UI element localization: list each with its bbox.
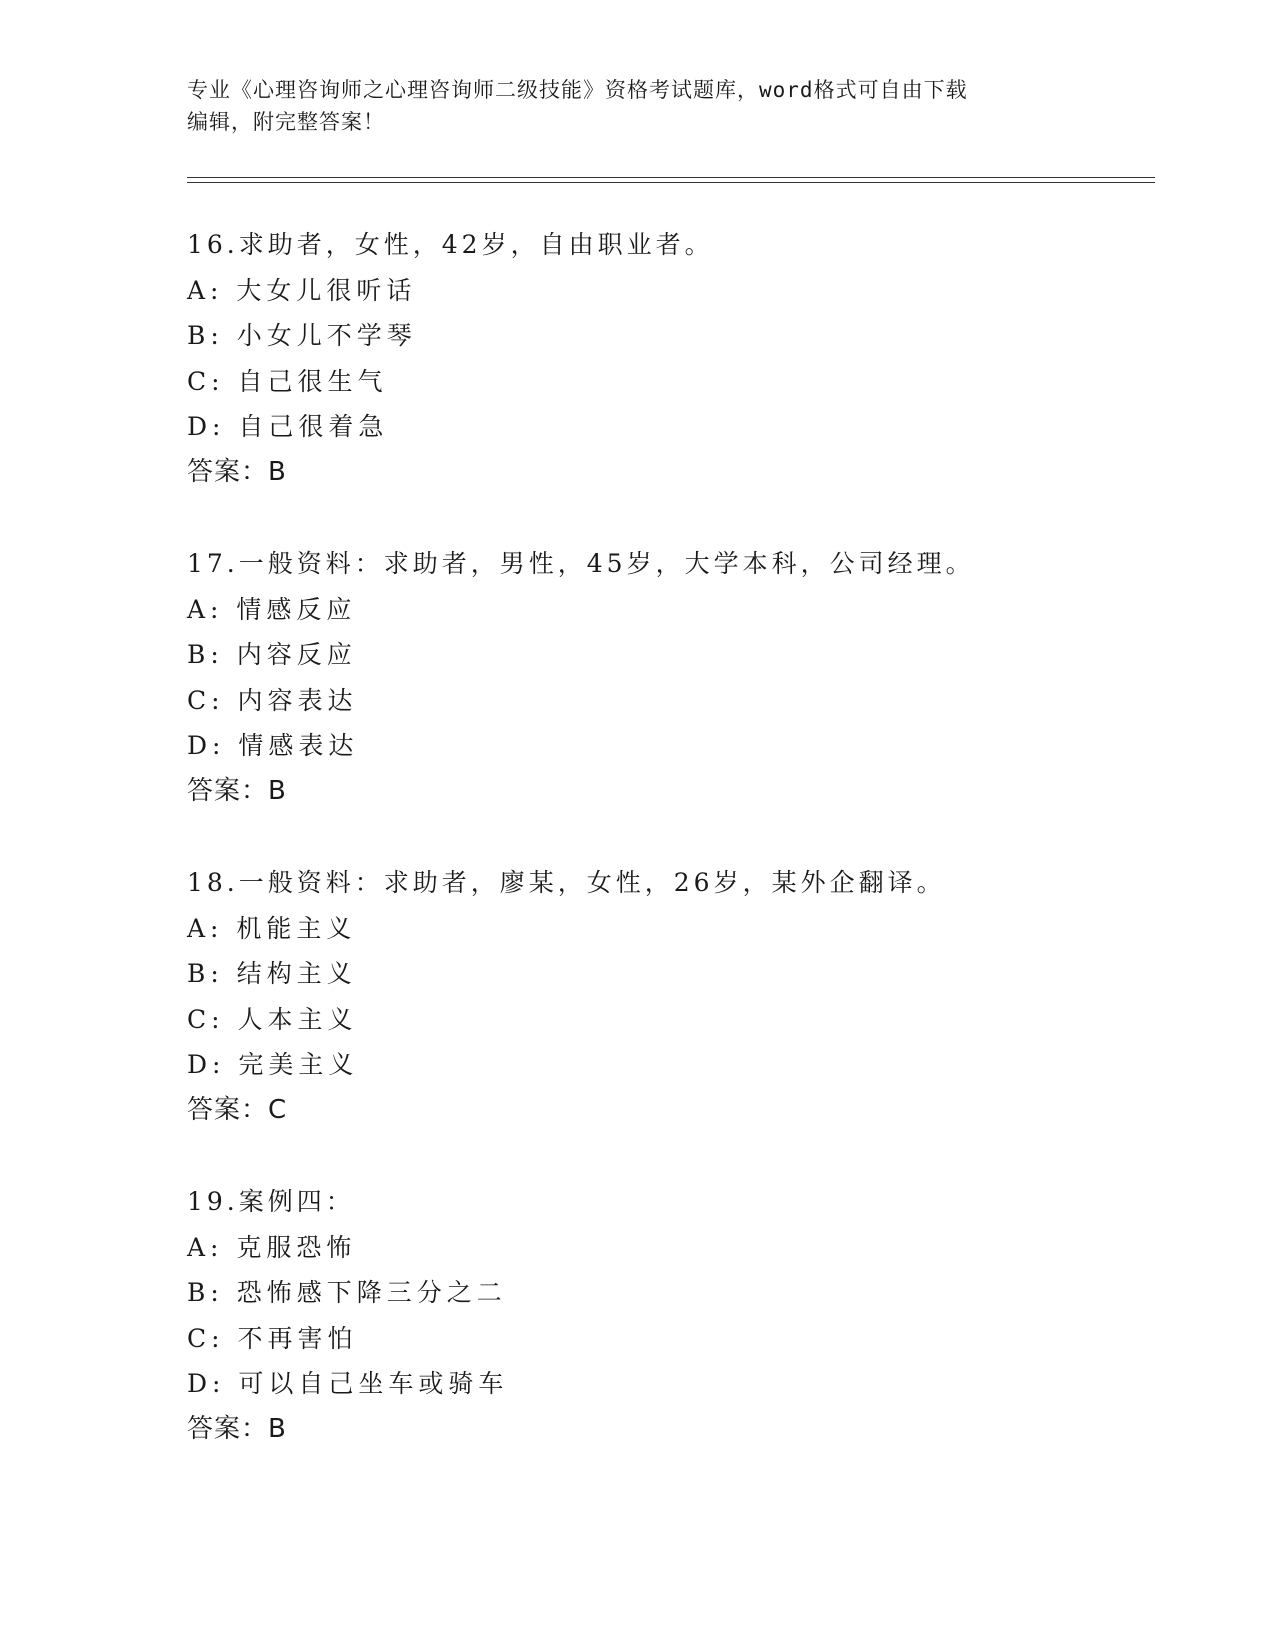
header-line-2: 编辑，附完整答案！	[187, 110, 385, 134]
option-c: C: 内容表达	[187, 685, 358, 715]
document-header	[187, 74, 1087, 138]
option-c: C: 自己很生气	[187, 366, 388, 396]
question-18	[187, 860, 1187, 1133]
option-b: B: 内容反应	[187, 640, 357, 669]
header-divider-bottom	[187, 182, 1155, 183]
question-16	[187, 222, 1187, 495]
question-stem: 16.求助者，女性，42岁，自由职业者。	[187, 230, 714, 259]
option-c: C: 人本主义	[187, 1004, 358, 1034]
option-b: B: 恐怖感下降三分之二	[187, 1278, 507, 1307]
option-b: B: 小女儿不学琴	[187, 321, 417, 350]
question-stem: 18.一般资料：求助者，廖某，女性，26岁，某外企翻译。	[187, 868, 946, 897]
question-19	[187, 1179, 1187, 1452]
option-d: D: 完美主义	[187, 1050, 359, 1079]
option-a: A: 大女儿很听话	[187, 275, 417, 305]
answer-line: 答案：B	[187, 456, 287, 487]
header-line-1: 专业《心理咨询师之心理咨询师二级技能》资格考试题库，word格式可自由下载	[187, 78, 968, 102]
question-17	[187, 541, 1187, 814]
option-d: D: 自己很着急	[187, 412, 389, 441]
option-b: B: 结构主义	[187, 959, 357, 988]
answer-line: 答案：C	[187, 1094, 288, 1125]
question-stem: 17.一般资料：求助者，男性，45岁，大学本科，公司经理。	[187, 549, 975, 578]
option-a: A: 机能主义	[187, 913, 357, 943]
question-stem: 19.案例四：	[187, 1187, 355, 1216]
answer-line: 答案：B	[187, 775, 287, 806]
option-c: C: 不再害怕	[187, 1323, 358, 1353]
header-divider-top	[187, 177, 1155, 178]
answer-line: 答案：B	[187, 1413, 287, 1444]
option-a: A: 情感反应	[187, 594, 357, 624]
option-d: D: 可以自己坐车或骑车	[187, 1369, 509, 1398]
option-d: D: 情感表达	[187, 731, 359, 760]
option-a: A: 克服恐怖	[187, 1232, 357, 1262]
